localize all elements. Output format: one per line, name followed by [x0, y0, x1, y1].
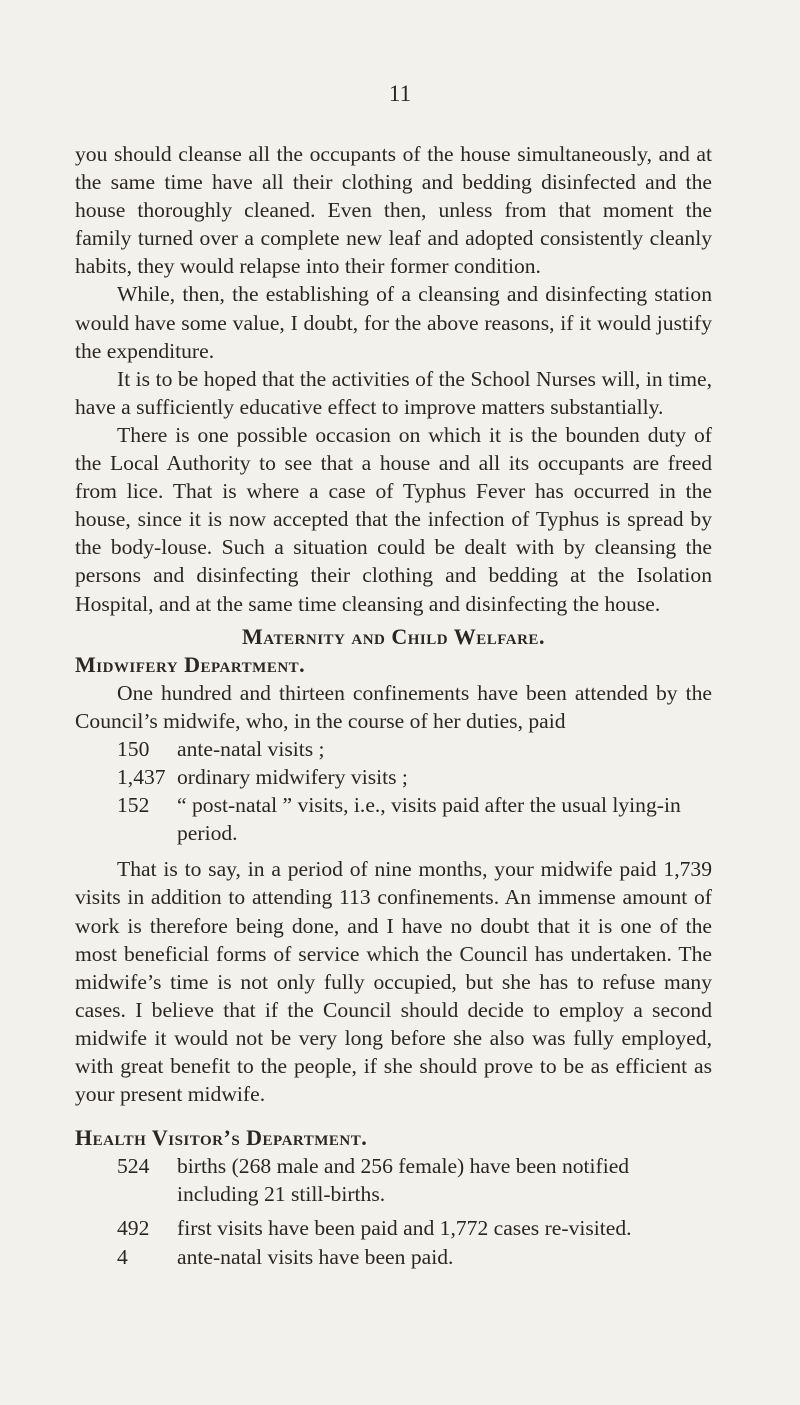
paragraph-cleanse-occupants: you should cleanse all the occupants of the house simultaneously, and at the same time have all their clothing and bedding disinfected and the house thoroughly cleaned. Even then, unless from that moment the family turned over a complete new leaf and adopted consistently cleanly habits, they would relapse into their former condition.: [75, 142, 712, 279]
health-visitor-list: [75, 1152, 712, 1270]
body-text: [75, 140, 712, 1271]
visit-count: 1,437: [117, 765, 166, 790]
list-item: [75, 791, 712, 847]
paragraph-midwifery-intro: One hundred and thirteen confinements have been attended by the Council’s midwife, who, in the course of her duties, paid: [75, 680, 712, 733]
page-number: 11: [388, 81, 412, 106]
visit-description: ante-natal visits ;: [177, 736, 325, 761]
item-text: first visits have been paid and 1,772 cases re-visited.: [177, 1216, 632, 1241]
list-item: [75, 1243, 712, 1271]
heading-midwifery-department: Midwifery Department.: [75, 651, 306, 677]
list-item: [75, 1214, 712, 1242]
item-number: 524: [117, 1154, 150, 1179]
list-item: [75, 1152, 712, 1208]
paragraph-midwifery-summary: That is to say, in a period of nine months, your midwife paid 1,739 visits in addition to attending 113 confinements. An immense amount of work is therefore being done, and I have no doubt that it is one of the most beneficial forms of service which the Council has undertaken. The midwife’s time is not only fully occupied, but she has to refuse many cases. I believe that if the Council should decide to employ a second midwife it would not be very long before she also was fully employed, with great benefit to the people, if she should prove to be as efficient as your present midwife.: [75, 857, 712, 1107]
paragraph-disinfecting-station: While, then, the establishing of a cleansing and disinfecting station would have some value, I doubt, for the above reasons, if it would justify the expenditure.: [75, 282, 712, 363]
visit-description: ordinary midwifery visits ;: [177, 765, 408, 790]
paragraph-school-nurses: It is to be hoped that the activities of the School Nurses will, in time, have a sufficiently educative effect to improve matters substantially.: [75, 366, 712, 419]
visit-count: 150: [117, 736, 150, 761]
list-item: [75, 735, 712, 763]
item-text: births (268 male and 256 female) have been notified including 21 still-births.: [177, 1154, 630, 1207]
paragraph-typhus: There is one possible occasion on which it is the bounden duty of the Local Authority to see that a house and all its occupants are freed from lice. That is where a case of Typhus Fever has occurred in the house, since it is now accepted that the infection of Typhus is spread by the body-louse. Such a situation could be dealt with by cleansing the persons and disinfecting their clothing and bedding at the Isolation Hospital, and at the same time cleansing and disinfecting the house.: [75, 422, 712, 616]
item-text: ante-natal visits have been paid.: [177, 1244, 454, 1269]
visit-description: “ post-natal ” visits, i.e., visits paid after the usual lying-in period.: [177, 793, 681, 846]
heading-health-visitor-department: Health Visitor’s Department.: [75, 1125, 368, 1151]
list-item: [75, 763, 712, 791]
midwifery-visits-list: [75, 735, 712, 847]
visit-count: 152: [117, 793, 150, 818]
item-number: 4: [117, 1244, 128, 1269]
item-number: 492: [117, 1216, 150, 1241]
heading-maternity-child-welfare: Maternity and Child Welfare.: [242, 623, 545, 649]
